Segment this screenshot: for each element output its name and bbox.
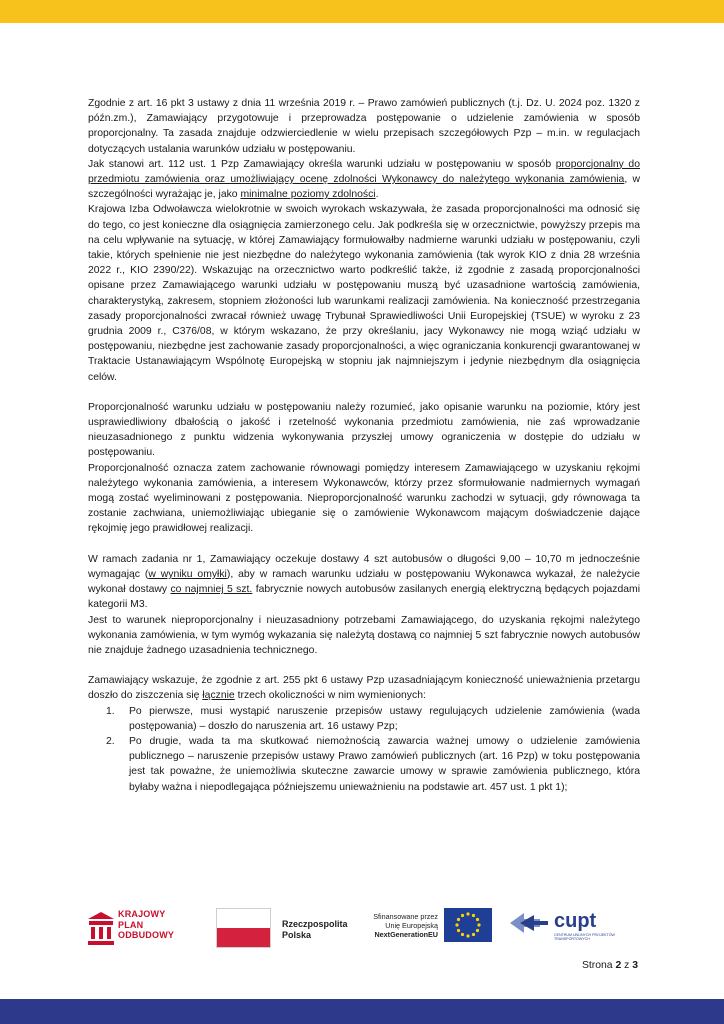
text-segment: .	[375, 189, 379, 201]
paragraph-gap	[88, 385, 640, 400]
text-segment: Proporcjonalność oznacza zatem zachowanie równowagi pomiędzy interesem Zamawiającego w uzyskaniu rękojmi należytego wykonania zamówienia, a interesem Wykonawców, którzy przez sformułowanie nadmiernych wymagań mogą zostać wyeliminowani z postępowania. Nieproporcjonalność warunku zachodzi w sytuacji, gdy równowaga ta zostanie zachwiana, uniemożliwiając ubieganie się o zamówienie Wykonawcom mającym doświadczenie dające rękojmię jego prawidłowej realizacji.	[88, 462, 640, 535]
eu-line: NextGenerationEU	[374, 930, 438, 940]
kpo-line: KRAJOWY	[118, 909, 166, 919]
list-number: 2.	[106, 735, 115, 747]
kpo-emblem-icon	[88, 912, 114, 946]
text-segment: ), aby w ramach warunku udziału w postępowaniu Wykonawca wykazał, że należycie wykonał dostawy	[88, 568, 640, 596]
rp-line: Polska	[282, 930, 312, 940]
paragraph-disproportionate	[88, 613, 640, 659]
circumstances-list	[88, 704, 640, 795]
paragraph-kio	[88, 202, 640, 384]
text-segment: Zgodnie z art. 16 pkt 3 ustawy z dnia 11 września 2019 r. – Prawo zamówień publicznych (t.j. Dz. U. 2024 poz. 1320 z późn.zm.), Zamawiający przygotowuje i przeprowadza postępowanie o udzielenie zamówienia w sposób proporcjonalny. Ta zasada znajduje odzwierciedlenie w wielu przepisach szczegółowych Pzp – m.in. w regulacjach dotyczących ustalania warunków udziału w postępowaniu.	[88, 98, 640, 155]
eu-flag-icon	[444, 908, 492, 942]
text-segment: Proporcjonalność warunku udziału w postępowaniu należy rozumieć, jako opisanie warunku na poziomie, który jest usprawiedliwiony dbałością o jakość i rzetelność wykonania przedmiotu zamówienia, nie zaś wprowadzanie nieuzasadnionego z punktu widzenia wykonywania przyszłej umowy ograniczenia w dostępie do udziału w postępowaniu.	[88, 401, 640, 459]
underlined-text: łącznie	[202, 690, 235, 702]
list-item-text: Po pierwsze, musi wystąpić naruszenie przepisów ustawy regulujących udzielenie zamówienia (wada postępowania) – doszło do naruszenia art. 16 ustawy Pzp;	[129, 705, 640, 732]
text-segment: , w szczególności wyrażając je, jako	[88, 174, 641, 201]
list-item-text: Po drugie, wada ta ma skutkować niemożnością zawarcia ważnej umowy o udzielenie zamówienia publicznego – naruszenie przepisów ustawy Prawo zamówień publicznych (art. 16 Pzp) w toku postępowania jest tak poważne, że uniemożliwia skuteczne zawarcie umowy w sprawie zamówienia publicznego, która byłaby ważna i niepodlegająca późniejszemu unieważnieniu na podstawie art. 457 ust. 1 pkt 1);	[129, 735, 640, 793]
eu-funding-text	[356, 912, 438, 940]
paragraph-gap	[88, 537, 640, 552]
text-segment: Krajowa Izba Odwoławcza wielokrotnie w swoich wyrokach wskazywała, że zasada proporcjonalności ma odnosić się do tego, co jest konieczne dla osiągnięcia zamierzonego celu. Jak podkreśla się w orzecznictwie, powyższy przepis ma na celu wpływanie na sytuację, w której Zamawiający formułowałby nadmierne warunki udziału w postępowaniu, czyli takie, których spełnienie nie jest niezbędne do należytego wykonania zamówienia (tak wyrok KIO z dnia 28 września 2022 r., KIO 2390/22). Wskazując na orzecznictwo warto podkreślić także, iż zgodnie z zasadą proporcjonalności opisane przez Zamawiającego warunki udziału w postępowaniu muszą być uzasadnione wartością zamówienia, charakterystyką, zakresem, stopniem złożoności lub warunkami realizacji zamówienia. Na konieczność przestrzegania zasady proporcjonalności zwracał również uwagę Trybunał Sprawiedliwości Unii Europejskiej (TSUE) w wyroku z 23 grudnia 2009 r., C376/08, w którym wskazano, że przy określaniu, jacy Wykonawcy nie mogą wziąć udziału w postępowaniu, niezbędne jest zachowanie zasady proporcjonalności, a więc ograniczania konkurencji gwarantowanej w Traktacie Ustanawiającym Wspólnotę Europejską w stopniu jak najmniejszym i jedynie niezbędnym dla osiągnięcia celów.	[88, 204, 640, 383]
rzeczpospolita-text	[282, 919, 348, 941]
text-segment: Zamawiający wskazuje, że zgodnie z art. 255 pkt 6 ustawy Pzp uzasadniającym konieczność unieważnienia przetargu doszło do ziszczenia się	[88, 675, 640, 702]
paragraph-gap	[88, 658, 640, 673]
underlined-text: w wyniku omyłki	[148, 568, 227, 580]
bottom-color-band	[0, 999, 724, 1024]
top-color-band	[0, 0, 724, 23]
kpo-line: ODBUDOWY	[118, 930, 175, 940]
paragraph-art-112	[88, 157, 640, 203]
document-body	[88, 96, 640, 795]
page-separator: z	[624, 960, 630, 971]
paragraph-balance	[88, 461, 640, 537]
text-segment: W ramach zadania nr 1, Zamawiający oczekuje dostawy 4 szt autobusów o długości 9,00 – 10,70 m jednocześnie wymagając (	[88, 553, 640, 580]
cupt-name: cupt	[554, 910, 597, 932]
list-item	[88, 734, 640, 795]
page-label: Strona	[581, 960, 613, 971]
text-segment: trzech okoliczności w nim wymienionych:	[234, 690, 426, 702]
underlined-text: minimalne poziomy zdolności	[240, 189, 376, 201]
page-total: 3	[632, 960, 638, 971]
eu-funding-logo	[356, 906, 496, 952]
text-segment: Jak stanowi art. 112 ust. 1 Pzp Zamawiający określa warunki udziału w postępowaniu w sposób	[88, 158, 556, 170]
cupt-emblem-icon	[510, 910, 550, 936]
kpo-line: PLAN	[118, 919, 144, 930]
paragraph-art-255	[88, 673, 640, 703]
paragraph-statute	[88, 96, 640, 157]
underlined-text: proporcjonalny do przedmiotu zamówienia oraz umożliwiający ocenę zdolności Wykonawcy do należytego wykonania zamówienia	[88, 158, 640, 186]
cupt-subtitle: CENTRUM UNIJNYCH PROJEKTÓW TRANSPORTOWYCH	[554, 933, 615, 942]
paragraph-proportionality	[88, 400, 640, 461]
polish-flag-icon	[216, 908, 271, 948]
eu-line: Sfinansowane przez	[373, 912, 438, 921]
page-current: 2	[615, 960, 622, 971]
footer-logos	[88, 906, 640, 952]
cupt-logo	[510, 906, 640, 952]
rzeczpospolita-logo	[216, 906, 346, 952]
eu-line: Unię Europejską	[385, 921, 438, 931]
paragraph-task-1	[88, 552, 640, 613]
rp-line: Rzeczpospolita	[282, 919, 348, 929]
underlined-text: co najmniej 5 szt.	[170, 584, 253, 596]
text-segment: Jest to warunek nieproporcjonalny i nieuzasadniony potrzebami Zamawiającego, do uzyskania rękojmi należytego wykonania zamówienia, w tym wymóg wykazania się należytą dostawą co najmniej 5 szt fabrycznie nowych autobusów nie znajduje żadnego uzasadnienia technicznego.	[88, 614, 640, 656]
list-item	[88, 704, 640, 734]
text-segment: fabrycznie nowych autobusów zasilanych energią elektryczną będących pojazdami kategorii M3.	[88, 584, 641, 611]
list-number: 1.	[106, 705, 115, 717]
kpo-logo	[88, 906, 198, 952]
kpo-logo-text	[118, 909, 174, 941]
page-number	[582, 960, 638, 971]
